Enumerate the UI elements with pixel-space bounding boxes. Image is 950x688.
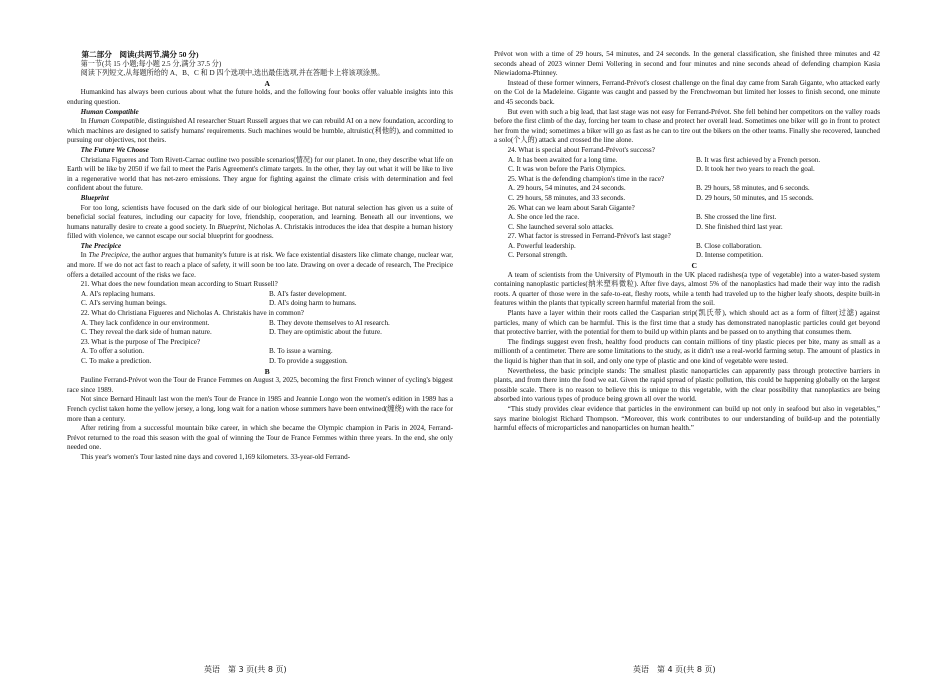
option: D. It took her two years to reach the goal. xyxy=(696,165,815,174)
passage-c-paragraph: Nevertheless, the basic principle stands: The smallest plastic nanoparticles can apparently pass through protective barriers in plants, and from there into the food we eat. Given the rapid spread of plastic pollution, this could be happening globally on the largest possible scale. There is no reason to believe this is unique to this vegetable, with the clear possibility that nanoplastics are being absorbed into various types of produce being grown all over the world. xyxy=(494,366,880,404)
passage-b-paragraph: This year's women's Tour lasted nine days and covered 1,169 kilometers. 33-year-old Ferrand- xyxy=(80,452,351,461)
instructions: 阅读下列短文,从每题所给的 A、B、C 和 D 四个选项中,选出最佳选项,并在答题卡上将该项涂黑。 xyxy=(80,69,385,78)
option: D. Intense competition. xyxy=(696,251,764,260)
passage-c-paragraph: The findings suggest even fresh, healthy food products can contain millions of tiny plastic pieces per bite, many as small as a millionth of a centimeter. There are some limitations to the study, as it didn't use a real-world farming setup. The amount of plastics in the liquid is higher than that in soil, and only one type of plastic and one kind of vegetable were tested. xyxy=(494,337,880,365)
part-title: 第二部分 阅读(共两节,满分 50 分) xyxy=(81,50,199,59)
page-3-column xyxy=(67,50,453,463)
book-description: In The Precipice, the author argues that humanity's future is at risk. We face existential disasters like climate change, nuclear war, and more. If we do not act fast to reach a place of safety, it will soon be too late. Drawing on over a decade of research, The Precipice offers a detailed account of the risks we face. xyxy=(67,251,453,279)
option: B. 29 hours, 58 minutes, and 6 seconds. xyxy=(696,184,810,193)
option: A. They lack confidence in our environment. xyxy=(81,318,210,327)
option: B. To issue a warning. xyxy=(269,347,333,356)
book-title: Human Compatible xyxy=(80,107,139,116)
option: D. To provide a suggestion. xyxy=(269,357,348,365)
passage-b-paragraph: Instead of these former winners, Ferrand-Prévot's closest challenge on the final day came from Sarah Gigante, who attacked early on the Col de la Madeleine. Gigante was caught and passed by the Frenchwoman but limited her losses to finish second, one minute and 45 seconds back. xyxy=(494,78,880,106)
passage-c-paragraph: “This study provides clear evidence that particles in the environment can build up not only in seafood but also in vegetables,” says marine biologist Richard Thompson. “Moreover, this work contributes to our understanding of build-up and the potentially harmful effects of microparticles and nanoparticles on human health.” xyxy=(494,404,880,433)
option: D. They are optimistic about the future. xyxy=(269,328,382,337)
option: A. She once led the race. xyxy=(508,213,580,222)
question-options xyxy=(494,156,880,175)
option: C. 29 hours, 58 minutes, and 33 seconds. xyxy=(508,193,626,202)
passage-c-letter: C xyxy=(691,261,697,271)
option: C. AI's serving human beings. xyxy=(81,299,167,308)
page-footer-4: 英语 第 4 页(共 8 页) xyxy=(633,665,716,674)
passage-c-paragraph: A team of scientists from the University of Plymouth in the UK placed radishes(a type of vegetable) into a water-based system containing nanoplastic particles(纳米塑料微粒). After five days, almost 5% of the nanoplastics had made their way into the radish roots. A quarter of those were in the safe-to-eat, fleshy roots, while a tenth had traveled up to the higher leafy shoots, despite built-in features within the plants that typically screen harmful material from the soil. xyxy=(494,270,880,308)
book-title: The Precipice xyxy=(80,241,122,250)
option: A. To offer a solution. xyxy=(81,347,145,356)
book-title: The Future We Choose xyxy=(80,145,149,154)
book-description: In Human Compatible, distinguished AI researcher Stuart Russell argues that we can rebuild AI on a new foundation, according to which machines are designed to satisfy humans' requirements. Such machines would be humble, altruistic(利他的), and committed to pursuing our objectives, not theirs. xyxy=(67,117,453,145)
option: C. She launched several solo attacks. xyxy=(508,222,614,231)
passage-c-paragraph: Plants have a layer within their roots called the Casparian strip(凯氏带), which should act as a form of filter(过滤) against particles, many of which can be harmful. This is the first time that a study has demonstrated nanoplastic particles could get beyond that protective barrier, with the potential for them to build up within plants and be passed on to anything that consumes them. xyxy=(494,309,880,337)
option: A. AI's replacing humans. xyxy=(81,289,156,298)
option: C. To make a prediction. xyxy=(81,357,152,365)
passage-b-paragraph: After retiring from a successful mountain bike career, in which she became the Olympic champion in Paris in 2024, Ferrand-Prévot returned to the road this season with the goal of winning the Tour de France Femmes within three years. In the end, she only needed one. xyxy=(67,424,453,452)
question-stem: 22. What do Christiana Figueres and Nicholas A. Christakis have in common? xyxy=(80,309,304,318)
question-stem: 23. What is the purpose of The Precipice? xyxy=(80,337,201,346)
page-4-column xyxy=(494,50,880,434)
option: B. It was first achieved by a French person. xyxy=(696,155,821,164)
passage-b-paragraph: But even with such a big lead, that last stage was not easy for Ferrand-Prévot. She fell behind her competitors on the valley roads before the first climb of the day, forcing her team to chase and protect her overall lead. Sometimes one biker will go in front to protect her from the wind; sometimes a biker will go as fast as he can to tire out the bikers on the other teams. Finally she recovered, launched a solo(个人的) attack and crossed the line alone. xyxy=(494,107,880,145)
option: D. She finished third last year. xyxy=(696,222,783,231)
question-options xyxy=(67,347,453,366)
question-options xyxy=(494,184,880,203)
option: A. 29 hours, 54 minutes, and 24 seconds. xyxy=(508,184,626,193)
question-options xyxy=(67,319,453,338)
book-title: Blueprint xyxy=(80,193,109,202)
option: C. They reveal the dark side of human nature. xyxy=(81,328,212,337)
question-stem: 24. What is special about Ferrand-Prévot's success? xyxy=(507,145,655,154)
page-footer-3: 英语 第 3 页(共 8 页) xyxy=(204,665,287,674)
option: C. Personal strength. xyxy=(508,251,568,260)
question-options xyxy=(494,242,880,261)
passage-b-paragraph: Pauline Ferrand-Prévot won the Tour de France Femmes on August 3, 2025, becoming the first French winner of cycling's biggest race since 1989. xyxy=(67,376,453,394)
book-description: For too long, scientists have focused on the dark side of our biological heritage. But natural selection has given us a suite of beneficial social features, including our capacity for love, friendship, cooperation, and learning. Beneath all our inventions, we humans naturally desire to create a good society. In Blueprint, Nicholas A. Christakis introduces the idea that despite a human history filled with violence, we cannot escape our social blueprint for goodness. xyxy=(67,203,454,241)
question-stem: 25. What is the defending champion's time in the race? xyxy=(507,174,665,183)
book-description: Christiana Figueres and Tom Rivett-Carnac outline two possible scenarios(情况) for our planet. In one, they describe what life on Earth will be like by 2050 if we fail to meet the Paris Agreement's climate targets. In the other, they lay out what it will be like to live in a regenerative world that has net-zero emissions. They argue for fighting against the climate crisis with determination and feel confident about the future. xyxy=(67,155,453,193)
passage-b-letter: B xyxy=(264,366,270,376)
passage-b-paragraph: Prévot won with a time of 29 hours, 54 minutes, and 24 seconds. In the general classification, she finished three minutes and 42 seconds ahead of 2023 winner Demi Vollering in second and four minutes and nine seconds ahead of defending champion Kasia Niewiadoma-Phinney. xyxy=(494,50,880,78)
passage-a-letter: A xyxy=(264,78,270,88)
passage-b-paragraph: Not since Bernard Hinault last won the men's Tour de France in 1985 and Jeannie Longo won the women's edition in 1989 has a French cyclist taken home the yellow jersey, a long, long wait for a nation whose summers have been entwined(缠绕) with the race for more than a century. xyxy=(67,395,453,423)
option: A. It has been awaited for a long time. xyxy=(508,155,618,164)
question-stem: 26. What can we learn about Sarah Gigante? xyxy=(507,203,635,212)
passage-a-intro: Humankind has always been curious about what the future holds, and the following four books offer valuable insights into this enduring question. xyxy=(67,88,453,106)
question-stem: 21. What does the new foundation mean according to Stuart Russell? xyxy=(80,280,278,289)
option: D. 29 hours, 50 minutes, and 15 seconds. xyxy=(696,193,814,202)
question-stem: 27. What factor is stressed in Ferrand-Prévot's last stage? xyxy=(507,232,671,241)
option: B. They devote themselves to AI research. xyxy=(269,318,390,327)
question-options xyxy=(494,213,880,232)
option: A. Powerful leadership. xyxy=(508,241,576,250)
option: B. AI's faster development. xyxy=(269,289,347,298)
option: C. It was won before the Paris Olympics. xyxy=(508,165,626,174)
option: D. AI's doing harm to humans. xyxy=(269,299,357,308)
option: B. She crossed the line first. xyxy=(696,213,777,222)
option: B. Close collaboration. xyxy=(696,241,762,250)
question-options xyxy=(67,290,453,309)
section-title: 第一节(共 15 小题;每小题 2.5 分,满分 37.5 分) xyxy=(80,59,222,68)
